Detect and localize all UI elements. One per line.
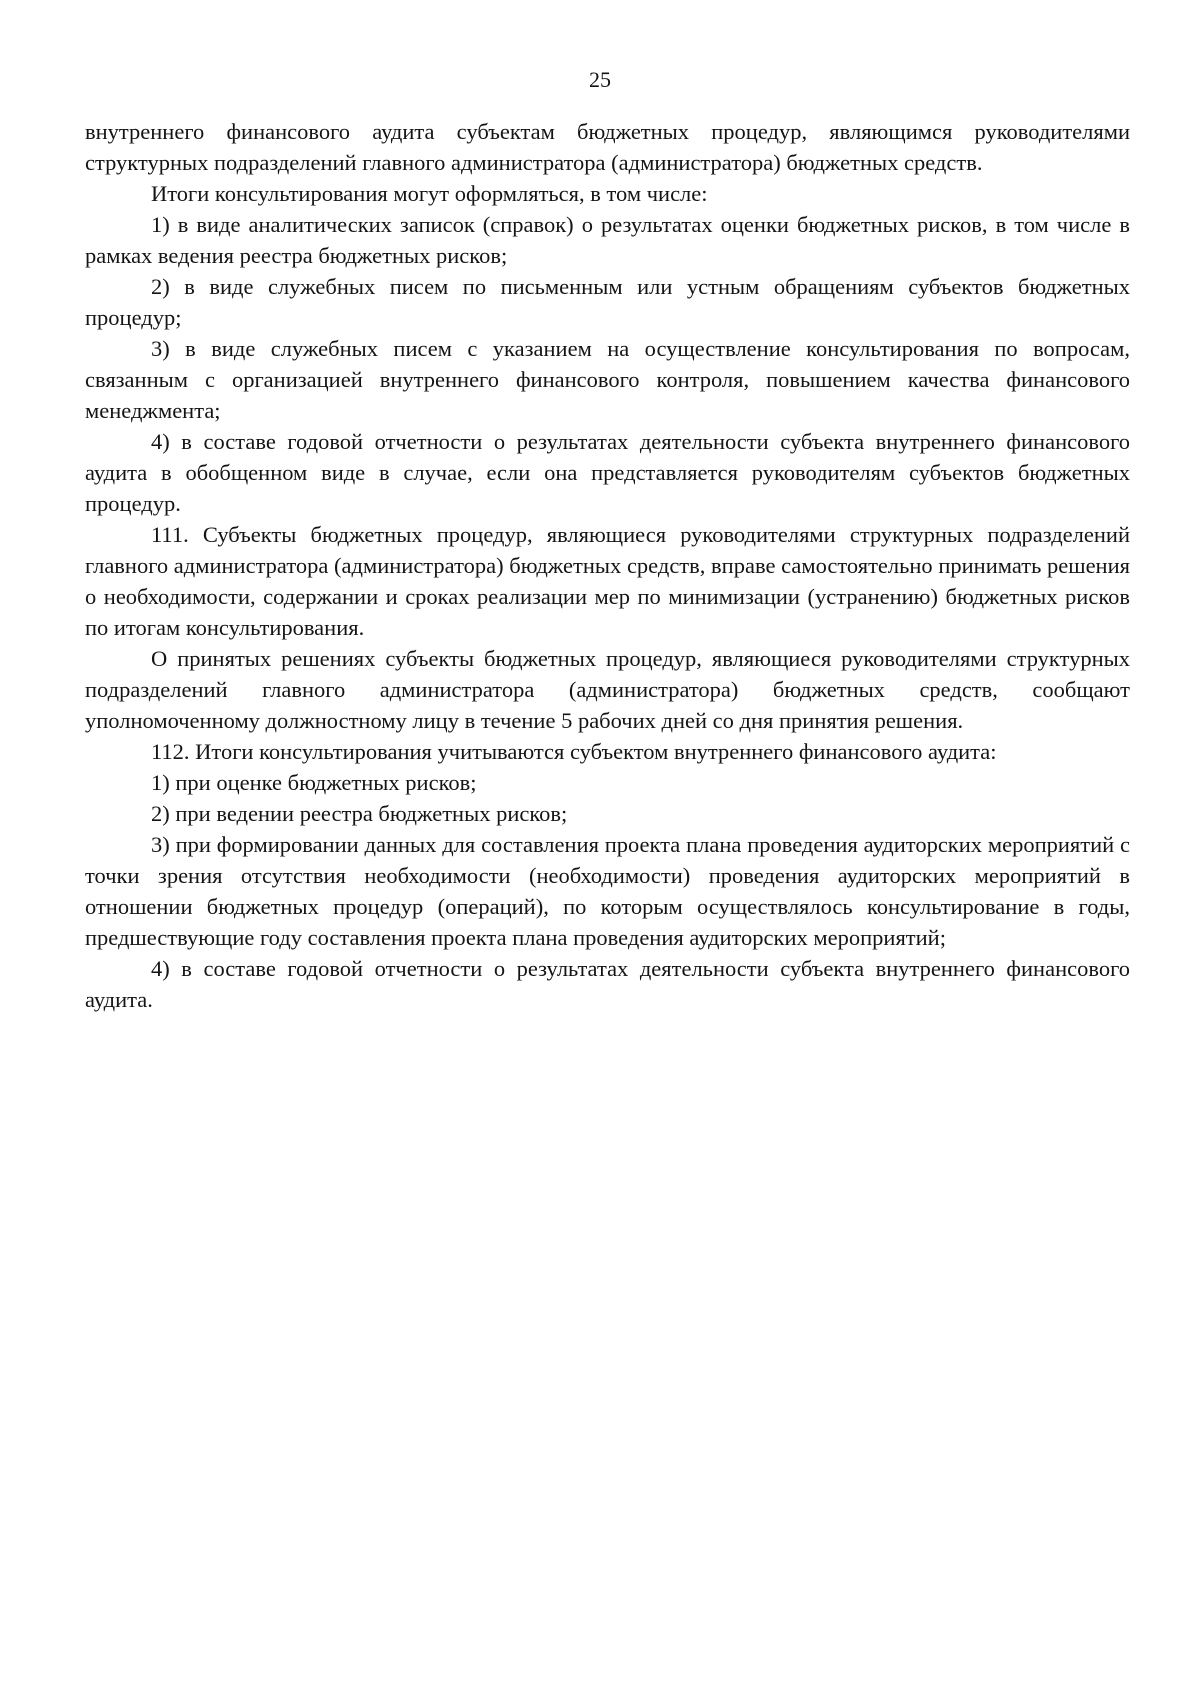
list-item-clause-112-1: 1) при оценке бюджетных рисков; — [151, 770, 477, 795]
document-body — [85, 116, 1130, 1015]
page-number: 25 — [589, 67, 611, 92]
paragraph-continuation: внутреннего финансового аудита субъектам бюджетных процедур, являющимся руководителями структурных подразделений главного администратора (администратора) бюджетных средств. — [85, 119, 1130, 175]
list-item-clause-112-4: 4) в составе годовой отчетности о результатах деятельности субъекта внутреннего финансового аудита. — [85, 956, 1130, 1012]
list-item-clause-112-2: 2) при ведении реестра бюджетных рисков; — [151, 801, 568, 826]
list-item-results-4: 4) в составе годовой отчетности о результатах деятельности субъекта внутреннего финансового аудита в обобщенном виде в случае, если она представляется руководителям субъектов бюджетных процедур. — [85, 429, 1130, 516]
paragraph-clause-111: 111. Субъекты бюджетных процедур, являющиеся руководителями структурных подразделений главного администратора (администратора) бюджетных средств, вправе самостоятельно принимать решения о необходимости, содержании и сроках реализации мер по минимизации (устранению) бюджетных рисков по итогам консультирования. — [85, 522, 1130, 640]
list-item-results-3: 3) в виде служебных писем с указанием на осуществление консультирования по вопросам, связанным с организацией внутреннего финансового контроля, повышением качества финансового менеджмента; — [85, 336, 1130, 423]
paragraph-results-intro: Итоги консультирования могут оформляться, в том числе: — [151, 181, 708, 206]
paragraph-clause-111-notify: О принятых решениях субъекты бюджетных процедур, являющиеся руководителями структурных подразделений главного администратора (администратора) бюджетных средств, сообщают уполномоченному должностному лицу в течение 5 рабочих дней со дня принятия решения. — [85, 646, 1130, 733]
list-item-clause-112-3: 3) при формировании данных для составления проекта плана проведения аудиторских мероприятий с точки зрения отсутствия необходимости (необходимости) проведения аудиторских мероприятий в отношении бюджетных процедур (операций), по которым осуществлялось консультирование в годы, предшествующие году составления проекта плана проведения аудиторских мероприятий; — [85, 832, 1130, 950]
paragraph-clause-112: 112. Итоги консультирования учитываются субъектом внутреннего финансового аудита: — [151, 739, 997, 764]
list-item-results-2: 2) в виде служебных писем по письменным или устным обращениям субъектов бюджетных процедур; — [85, 274, 1130, 330]
list-item-results-1: 1) в виде аналитических записок (справок) о результатах оценки бюджетных рисков, в том числе в рамках ведения реестра бюджетных рисков; — [85, 212, 1130, 268]
